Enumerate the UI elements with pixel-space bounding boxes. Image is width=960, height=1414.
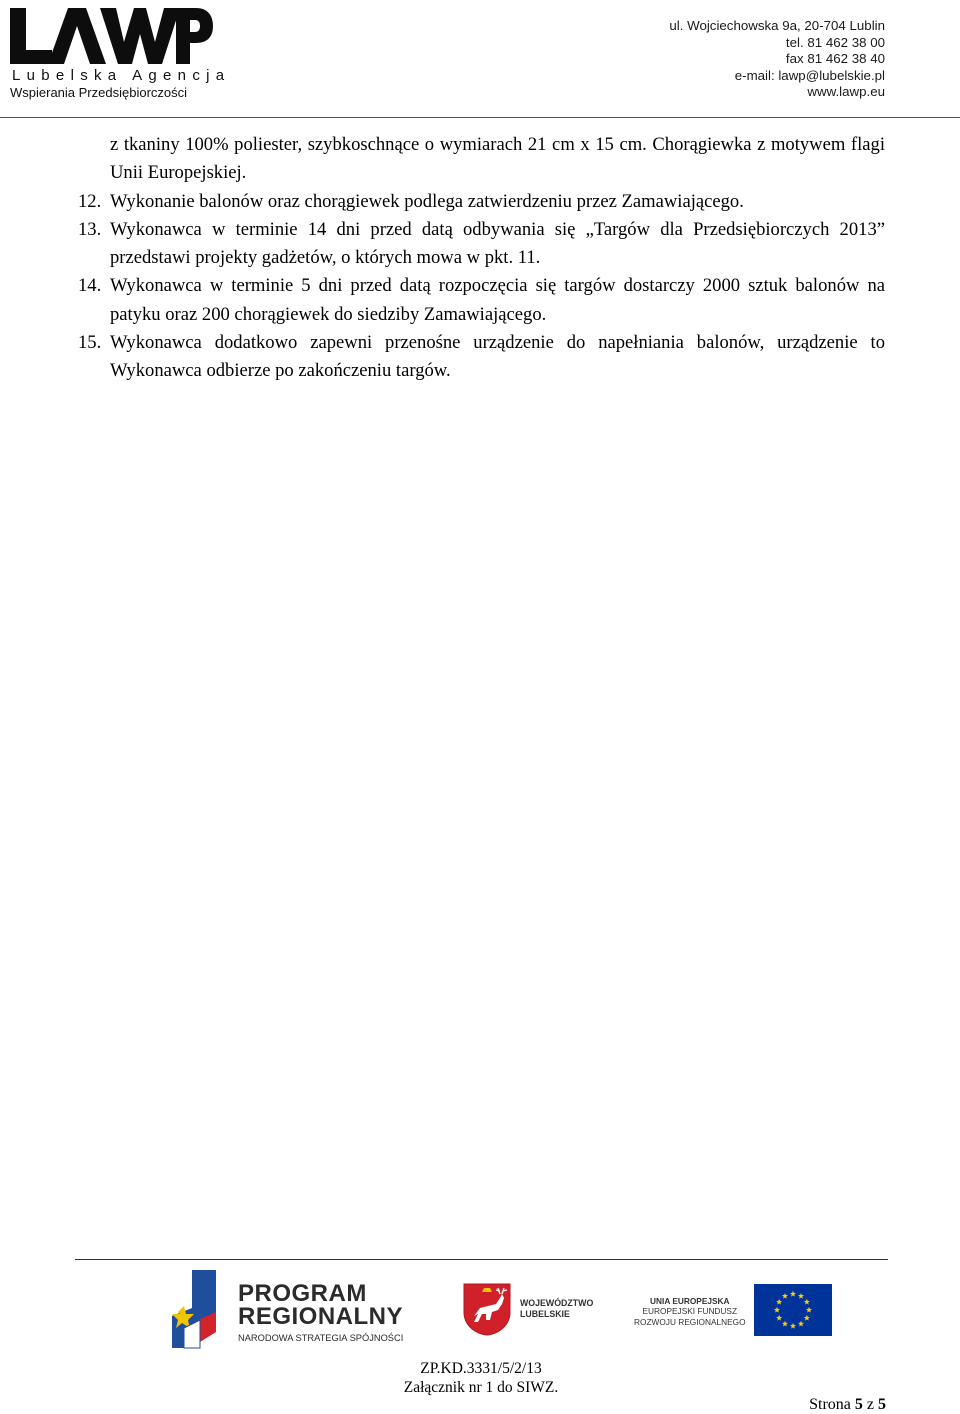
- contact-email[interactable]: e-mail: lawp@lubelskie.pl: [734, 67, 885, 83]
- eu-fund-text: [634, 1296, 746, 1327]
- eu-line1: UNIA EUROPEJSKA: [650, 1296, 730, 1306]
- contact-fax: fax 81 462 38 40: [785, 51, 885, 67]
- list-item: [78, 329, 885, 386]
- contact-phone: tel. 81 462 38 00: [785, 34, 885, 50]
- contact-address: ul. Wojciechowska 9a, 20-704 Lublin: [669, 18, 885, 33]
- letterhead: [0, 0, 960, 118]
- contact-website[interactable]: www.lawp.eu: [807, 84, 885, 100]
- lubelskie-coat-of-arms-icon: [462, 1282, 512, 1336]
- reference-number: ZP.KD.3331/5/2/13: [420, 1360, 542, 1377]
- list-item: [78, 272, 885, 329]
- lawp-logo-mark: [8, 6, 213, 66]
- document-reference: [0, 1359, 960, 1397]
- list-item: [78, 188, 885, 216]
- program-regionalny-line1: PROGRAM: [238, 1280, 367, 1307]
- wojewodztwo-text: [520, 1298, 593, 1320]
- document-body: [78, 131, 885, 386]
- list-item-text: Wykonawca dodatkowo zapewni przenośne urządzenie do napełniania balonów, urządzenie to Wykonawca odbierze po zakończeniu targów.: [110, 332, 885, 382]
- contact-block: [669, 18, 885, 101]
- wojewodztwo-line1: WOJEWÓDZTWO: [520, 1298, 594, 1308]
- list-item-number: 15.: [78, 332, 102, 354]
- list-item-text: Wykonawca w terminie 14 dni przed datą odbywania się „Targów dla Przedsiębiorczych 2013” przedstawi projekty gadżetów, o których mowa w pkt. 11.: [110, 218, 885, 269]
- page-separator: z: [866, 1396, 874, 1413]
- list-item-number: 12.: [78, 190, 102, 212]
- eu-flag-icon: [754, 1284, 832, 1336]
- list-item-text: Wykonawca w terminie 5 dni przed datą rozpoczęcia się targów dostarczy 2000 sztuk balonów na patyku oraz 200 chorągiewek do siedziby Zamawiającego.: [110, 275, 885, 325]
- page-prefix: Strona: [809, 1396, 851, 1413]
- header-divider: [0, 117, 960, 118]
- attachment-label: Załącznik nr 1 do SIWZ.: [403, 1379, 559, 1396]
- footer-divider: [75, 1259, 888, 1260]
- program-regionalny-text: [238, 1282, 403, 1343]
- program-regionalny-line3: NARODOWA STRATEGIA SPÓJNOŚCI: [238, 1333, 404, 1343]
- list-item-number: 14.: [78, 275, 102, 297]
- list-item-text: Wykonanie balonów oraz chorągiewek podlega zatwierdzeniu przez Zamawiającego.: [110, 190, 744, 212]
- list-item: [78, 216, 885, 273]
- program-regionalny-emblem-icon: [170, 1268, 224, 1350]
- wojewodztwo-line2: LUBELSKIE: [520, 1309, 570, 1319]
- list-item-number: 13.: [78, 218, 102, 240]
- eu-line2: EUROPEJSKI FUNDUSZ: [642, 1306, 738, 1317]
- continuation-paragraph: z tkaniny 100% poliester, szybkoschnące o wymiarach 21 cm x 15 cm. Chorągiewka z motywem flagi Unii Europejskiej.: [110, 134, 885, 184]
- logo-tagline-2: Wspierania Przedsiębiorczości: [10, 85, 188, 100]
- program-regionalny-line2: REGIONALNY: [238, 1303, 404, 1330]
- logo-tagline-1: Lubelska Agencja: [12, 67, 231, 84]
- page-current: 5: [854, 1396, 863, 1413]
- page-total: 5: [878, 1396, 886, 1413]
- lawp-logo: [8, 6, 231, 100]
- funding-logos: [170, 1268, 840, 1350]
- eu-line3: ROZWOJU REGIONALNEGO: [634, 1316, 746, 1327]
- page-number: [809, 1396, 886, 1414]
